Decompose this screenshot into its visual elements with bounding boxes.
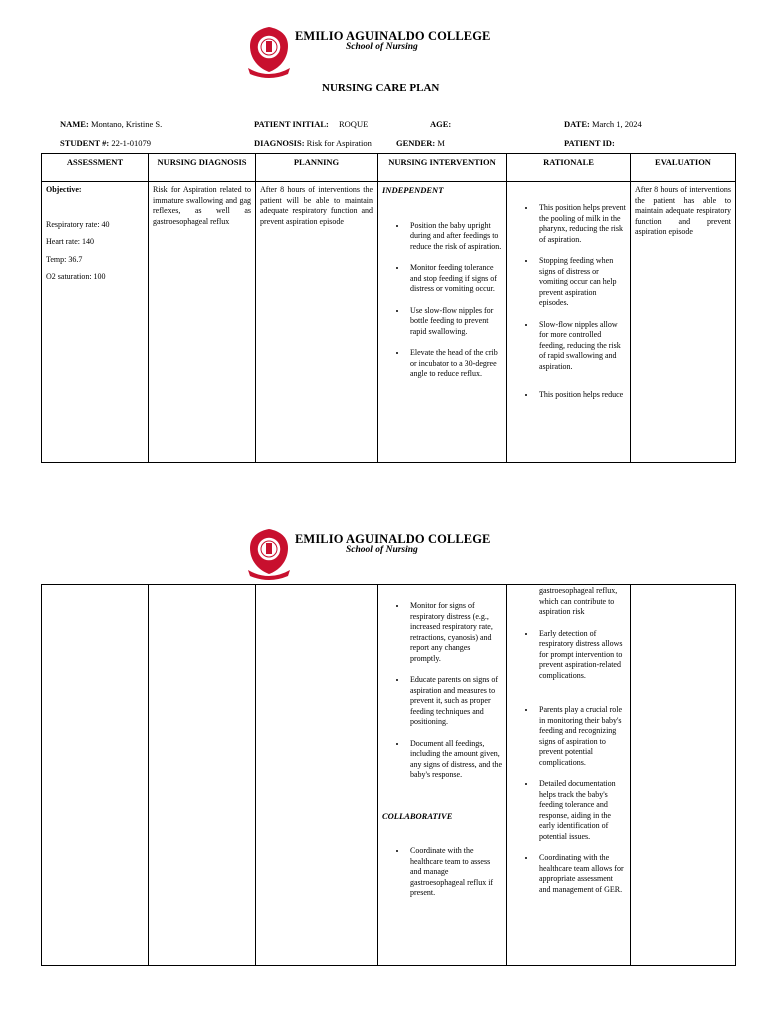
- date-label: DATE:: [564, 119, 590, 129]
- age-field: [430, 119, 451, 129]
- assessment-item: Temp: 36.7: [46, 254, 83, 264]
- list-item: • Slow-flow nipples allow for more controlled feeding, reducing the risk of rapid swallowing and aspiration.: [536, 320, 626, 373]
- header-assessment: ASSESSMENT: [42, 154, 149, 182]
- gender-label: GENDER:: [396, 138, 436, 148]
- student-number-label: STUDENT #:: [60, 138, 110, 148]
- student-number-field: [60, 138, 151, 148]
- gender-value: M: [437, 138, 445, 148]
- intervention-cell: [378, 182, 507, 463]
- evaluation-cell: After 8 hours of interventions the patient has able to maintain adequate respiratory function and prevent aspiration episode: [631, 182, 736, 463]
- name-label: NAME:: [60, 119, 89, 129]
- list-item: • This position helps reduce: [536, 390, 626, 401]
- list-item: • Coordinating with the healthcare team allows for appropriate assessment and management of GER.: [536, 853, 626, 895]
- date-field: [564, 119, 642, 129]
- intervention-list: [382, 601, 502, 781]
- table-header-row: [42, 154, 736, 182]
- rationale-continued: gastroesophageal reflux, which can contribute to aspiration risk: [539, 586, 618, 616]
- school-name: School of Nursing: [346, 42, 418, 52]
- college-name: EMILIO AGUINALDO COLLEGE: [295, 29, 491, 43]
- assessment-item: Heart rate: 140: [46, 237, 94, 246]
- evaluation-cell: [631, 585, 736, 966]
- college-seal-logo: [246, 26, 292, 78]
- gender-field: [396, 138, 445, 148]
- table-row: [42, 585, 736, 966]
- patient-id-field: [564, 138, 615, 148]
- nursing-diagnosis-cell: [149, 585, 256, 966]
- care-plan-table: [41, 153, 736, 463]
- assessment-item: Respiratory rate: 40: [46, 219, 110, 229]
- age-label: AGE:: [430, 119, 452, 129]
- list-item: • Early detection of respiratory distress allows for prompt intervention to prevent aspiration-related complications.: [536, 629, 626, 682]
- assessment-item: O2 saturation: 100: [46, 272, 106, 281]
- collaborative-section-label: COLLABORATIVE: [382, 810, 453, 821]
- list-item: • Detailed documentation helps track the baby's feeding tolerance and response, aiding in the early identification of potential issues.: [536, 779, 626, 842]
- diagnosis-field: [254, 138, 372, 148]
- list-item: • Use slow-flow nipples for bottle feeding to prevent rapid swallowing.: [407, 306, 502, 338]
- patient-initial-value: ROQUE: [339, 119, 369, 129]
- independent-section-label: INDEPENDENT: [382, 185, 444, 195]
- assessment-cell: [42, 182, 149, 463]
- rationale-cell: [507, 585, 631, 966]
- assessment-cell: [42, 585, 149, 966]
- list-item: • Position the baby upright during and after feedings to reduce the risk of aspiration.: [407, 221, 502, 253]
- header-rationale: RATIONALE: [507, 154, 631, 182]
- name-field: [60, 119, 162, 129]
- college-seal-logo-page2: [246, 528, 292, 580]
- table-row: [42, 182, 736, 463]
- diagnosis-value: Risk for Aspiration: [306, 138, 372, 148]
- list-item: • Educate parents on signs of aspiration and measures to prevent it, such as proper feeding techniques and positioning.: [407, 675, 502, 728]
- list-item: • Elevate the head of the crib or incubator to a 30-degree angle to reduce reflux.: [407, 348, 502, 380]
- college-name-page2: EMILIO AGUINALDO COLLEGE: [295, 532, 491, 546]
- patient-initial-label: PATIENT INITIAL:: [254, 119, 329, 129]
- nursing-diagnosis-cell: Risk for Aspiration related to immature swallowing and gag reflexes, as well as gastroesophageal reflux: [149, 182, 256, 463]
- list-item: • This position helps prevent the pooling of milk in the pharynx, reducing the risk of aspiration.: [536, 203, 626, 245]
- objective-label: Objective:: [46, 185, 82, 194]
- patient-id-label: PATIENT ID:: [564, 138, 615, 148]
- list-item: • Stopping feeding when signs of distress or vomiting occur can help prevent aspiration episodes.: [536, 256, 626, 309]
- header-planning: PLANNING: [256, 154, 378, 182]
- patient-initial-field: [254, 119, 368, 129]
- list-item: • Coordinate with the healthcare team to assess and manage gastroesophageal reflux if present.: [407, 846, 502, 899]
- header-evaluation: EVALUATION: [631, 154, 736, 182]
- diagnosis-label: DIAGNOSIS:: [254, 138, 305, 148]
- header-nursing-intervention: NURSING INTERVENTION: [378, 154, 507, 182]
- list-item: • Monitor for signs of respiratory distress (e.g., increased respiratory rate, retractions, cyanosis) and report any changes promptly.: [407, 601, 502, 664]
- planning-cell: After 8 hours of interventions the patient will be able to maintain adequate respiratory function and prevent aspiration episode: [256, 182, 378, 463]
- date-value: March 1, 2024: [591, 119, 642, 129]
- rationale-cell: [507, 182, 631, 463]
- school-name-page2: School of Nursing: [346, 545, 418, 555]
- header-nursing-diagnosis: NURSING DIAGNOSIS: [149, 154, 256, 182]
- document-title: NURSING CARE PLAN: [322, 82, 440, 94]
- student-number-value: 22-1-01079: [111, 138, 151, 148]
- collaborative-list: [382, 846, 502, 899]
- rationale-list: [511, 203, 626, 401]
- care-plan-table-continued: [41, 584, 736, 966]
- planning-cell: [256, 585, 378, 966]
- rationale-list: [511, 629, 626, 896]
- list-item: • Parents play a crucial role in monitoring their baby's feeding and recognizing signs of aspiration to prevent potential complications.: [536, 705, 626, 768]
- list-item: • Document all feedings, including the amount given, any signs of distress, and the baby's response.: [407, 739, 502, 781]
- intervention-list: [382, 221, 502, 380]
- name-value: Montano, Kristine S.: [90, 119, 163, 129]
- intervention-cell: [378, 585, 507, 966]
- list-item: • Monitor feeding tolerance and stop feeding if signs of distress or vomiting occur.: [407, 263, 502, 295]
